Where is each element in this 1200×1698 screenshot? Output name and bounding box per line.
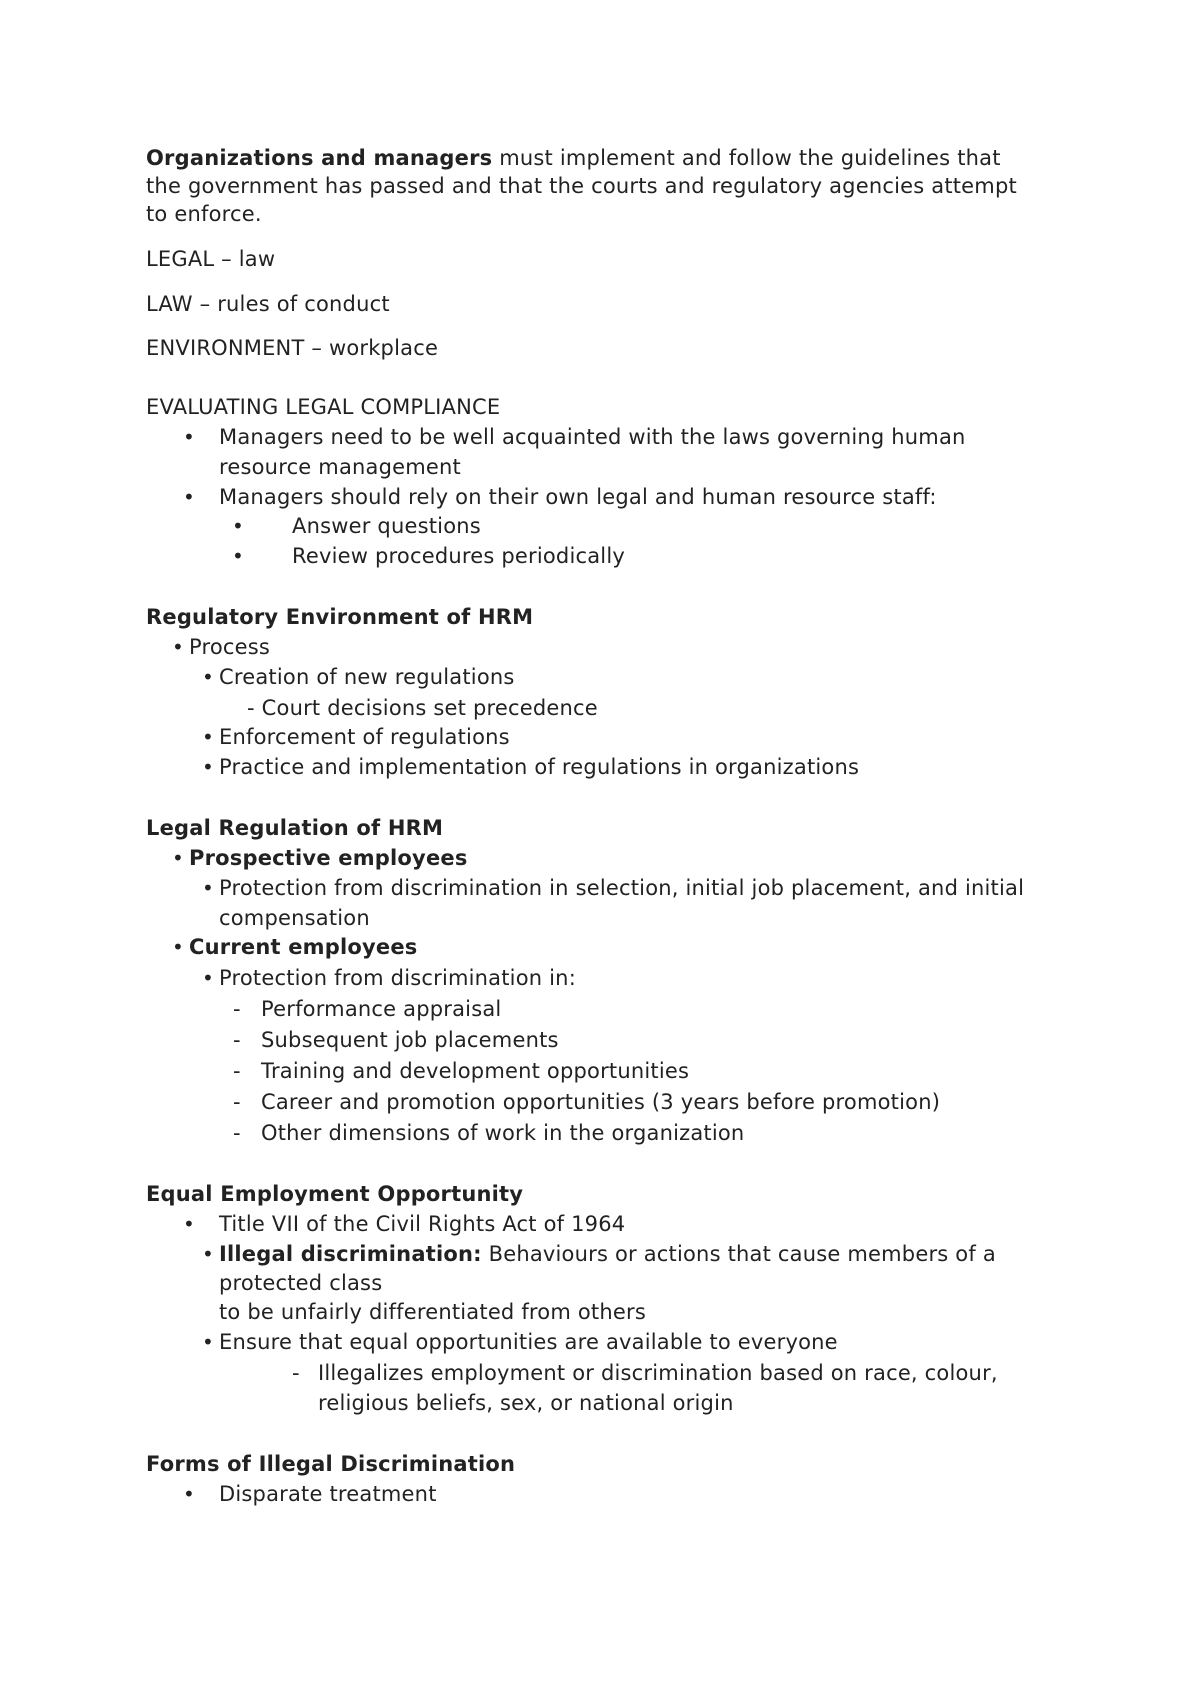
evaluating-heading: EVALUATING LEGAL COMPLIANCE xyxy=(146,395,501,419)
current-employees: Current employees xyxy=(189,935,418,959)
dash-marker: - xyxy=(233,997,241,1021)
bullet-icon: • xyxy=(232,544,244,568)
regulatory-practice: Practice and implementation of regulations in organizations xyxy=(219,755,860,779)
eeo-ensure: Ensure that equal opportunities are available to everyone xyxy=(219,1330,838,1354)
bullet-icon: • xyxy=(172,846,184,870)
evaluating-bullet-2: Managers should rely on their own legal and human resource staff: xyxy=(219,485,937,509)
eeo-heading: Equal Employment Opportunity xyxy=(146,1182,524,1206)
intro-line-1-rest: must implement and follow the guidelines that xyxy=(492,146,1001,170)
forms-heading: Forms of Illegal Discrimination xyxy=(146,1452,516,1476)
dash-marker: - xyxy=(233,1059,241,1083)
eeo-illegal-line-2: protected class xyxy=(219,1271,383,1295)
definition-environment: ENVIRONMENT – workplace xyxy=(146,336,439,360)
evaluating-bullet-1-line-2: resource management xyxy=(219,455,461,479)
dash-marker: - xyxy=(292,1361,300,1385)
current-item-1: Performance appraisal xyxy=(261,997,502,1021)
eeo-illegal-text: Behaviours or actions that cause members of a xyxy=(481,1242,996,1266)
definition-legal: LEGAL – law xyxy=(146,247,276,271)
regulatory-process: Process xyxy=(189,635,271,659)
evaluating-sub-1: Answer questions xyxy=(292,514,481,538)
legal-regulation-heading: Legal Regulation of HRM xyxy=(146,816,444,840)
intro-line-1 xyxy=(146,145,1001,171)
current-item-2: Subsequent job placements xyxy=(261,1028,559,1052)
eeo-illegal-label: Illegal discrimination: xyxy=(219,1242,482,1266)
regulatory-creation: Creation of new regulations xyxy=(219,665,515,689)
forms-item-1: Disparate treatment xyxy=(219,1482,437,1506)
evaluating-sub-2: Review procedures periodically xyxy=(292,544,626,568)
bullet-icon: • xyxy=(183,485,195,509)
bullet-icon: • xyxy=(172,635,184,659)
dash-marker: - xyxy=(233,1121,241,1145)
bullet-icon: • xyxy=(202,665,214,689)
bullet-icon: • xyxy=(202,1330,214,1354)
dash-marker: - xyxy=(233,1090,241,1114)
regulatory-court: - Court decisions set precedence xyxy=(247,696,598,720)
current-detail: Protection from discrimination in: xyxy=(219,966,576,990)
bullet-icon: • xyxy=(232,514,244,538)
evaluating-bullet-1-line-1: Managers need to be well acquainted with the laws governing human xyxy=(219,425,966,449)
bullet-icon: • xyxy=(202,876,214,900)
definition-law: LAW – rules of conduct xyxy=(146,292,390,316)
regulatory-enforcement: Enforcement of regulations xyxy=(219,725,510,749)
bullet-icon: • xyxy=(172,935,184,959)
bullet-icon: • xyxy=(202,1242,214,1266)
prospective-employees: Prospective employees xyxy=(189,846,468,870)
bullet-icon: • xyxy=(183,425,195,449)
bullet-icon: • xyxy=(183,1212,195,1236)
regulatory-heading: Regulatory Environment of HRM xyxy=(146,605,534,629)
current-item-3: Training and development opportunities xyxy=(261,1059,690,1083)
bullet-icon: • xyxy=(183,1482,195,1506)
eeo-illegal-line-3: to be unfairly differentiated from others xyxy=(219,1300,646,1324)
dash-marker: - xyxy=(233,1028,241,1052)
eeo-title-vii: Title VII of the Civil Rights Act of 1964 xyxy=(219,1212,626,1236)
bullet-icon: • xyxy=(202,725,214,749)
eeo-illegal-line-1 xyxy=(219,1241,996,1267)
prospective-detail-line-2: compensation xyxy=(219,906,370,930)
eeo-illegalizes-line-2: religious beliefs, sex, or national origin xyxy=(318,1391,734,1415)
current-item-5: Other dimensions of work in the organization xyxy=(261,1121,745,1145)
intro-line-3: to enforce. xyxy=(146,202,262,226)
current-item-4: Career and promotion opportunities (3 years before promotion) xyxy=(261,1090,941,1114)
intro-bold-lead: Organizations and managers xyxy=(146,146,493,170)
bullet-icon: • xyxy=(202,966,214,990)
intro-line-2: the government has passed and that the courts and regulatory agencies attempt xyxy=(146,174,1017,198)
prospective-detail-line-1: Protection from discrimination in selection, initial job placement, and initial xyxy=(219,876,1025,900)
bullet-icon: • xyxy=(202,755,214,779)
eeo-illegalizes-line-1: Illegalizes employment or discrimination based on race, colour, xyxy=(318,1361,998,1385)
